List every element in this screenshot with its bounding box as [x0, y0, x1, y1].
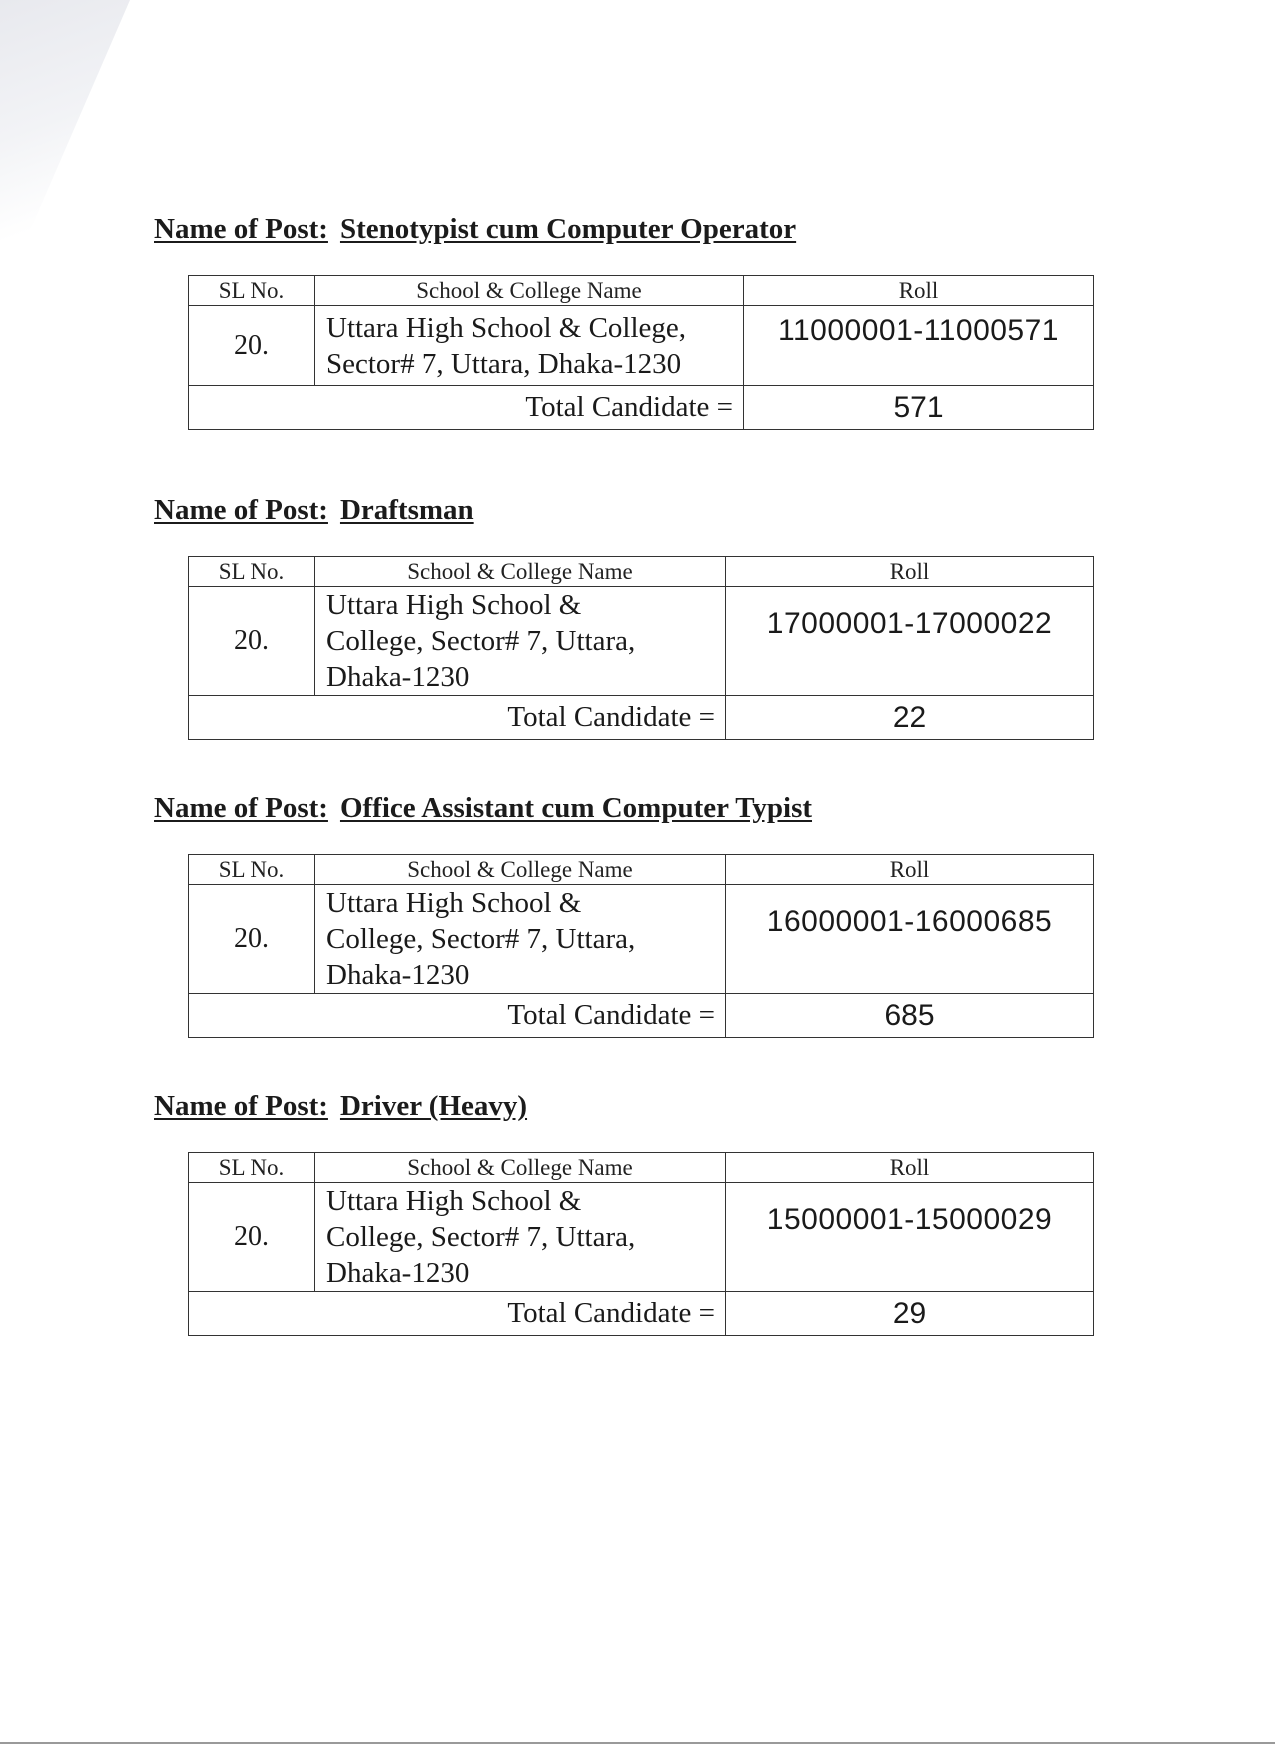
scan-bottom-edge: [0, 1742, 1275, 1744]
post-name: Driver (Heavy): [339, 1090, 528, 1122]
sl-no-cell: 20.: [189, 587, 315, 696]
column-header-school: School & College Name: [315, 557, 726, 587]
total-candidate-value: 571: [744, 386, 1094, 430]
sl-no-cell: 20.: [189, 885, 315, 994]
post-heading: [154, 213, 1094, 246]
total-candidate-label: Total Candidate =: [189, 1292, 726, 1336]
total-row: [189, 1292, 1094, 1336]
post-heading: [154, 494, 1094, 527]
column-header-roll: Roll: [726, 855, 1094, 885]
school-line: Dhaka-1230: [326, 661, 470, 693]
post-heading: [154, 1090, 1094, 1123]
table-row: [189, 587, 1094, 696]
post-section-driver-heavy: [154, 1090, 1094, 1330]
school-name-cell: [315, 306, 744, 386]
table-header-row: [189, 276, 1094, 306]
column-header-sl: SL No.: [189, 855, 315, 885]
post-section-draftsman: [154, 494, 1094, 734]
column-header-roll: Roll: [744, 276, 1094, 306]
school-line: Uttara High School &: [326, 589, 582, 621]
sl-no-cell: 20.: [189, 306, 315, 386]
post-heading: [154, 792, 1094, 825]
table-header-row: [189, 1153, 1094, 1183]
roll-range-cell: 17000001-17000022: [726, 587, 1094, 696]
table-header-row: [189, 855, 1094, 885]
column-header-roll: Roll: [726, 557, 1094, 587]
total-row: [189, 994, 1094, 1038]
column-header-roll: Roll: [726, 1153, 1094, 1183]
post-name: Draftsman: [339, 494, 474, 526]
roll-table: [188, 1152, 1094, 1336]
school-line: Uttara High School &: [326, 1185, 582, 1217]
table-header-row: [189, 557, 1094, 587]
column-header-school: School & College Name: [315, 276, 744, 306]
column-header-school: School & College Name: [315, 1153, 726, 1183]
scan-shadow: [0, 0, 130, 300]
total-candidate-label: Total Candidate =: [189, 386, 744, 430]
column-header-sl: SL No.: [189, 276, 315, 306]
roll-range-cell: 11000001-11000571: [744, 306, 1094, 386]
table-row: [189, 306, 1094, 386]
school-line: College, Sector# 7, Uttara,: [326, 923, 636, 955]
school-line: College, Sector# 7, Uttara,: [326, 1221, 636, 1253]
school-name-cell: [315, 1183, 726, 1292]
post-section-office-assistant: [154, 792, 1094, 1032]
total-candidate-value: 22: [726, 696, 1094, 740]
roll-range-cell: 16000001-16000685: [726, 885, 1094, 994]
total-row: [189, 696, 1094, 740]
table-row: [189, 1183, 1094, 1292]
school-name-cell: [315, 885, 726, 994]
school-line: Dhaka-1230: [326, 959, 470, 991]
total-candidate-value: 685: [726, 994, 1094, 1038]
column-header-school: School & College Name: [315, 855, 726, 885]
post-name: Office Assistant cum Computer Typist: [339, 792, 813, 824]
total-candidate-label: Total Candidate =: [189, 696, 726, 740]
sl-no-cell: 20.: [189, 1183, 315, 1292]
roll-table: [188, 275, 1094, 430]
roll-range-cell: 15000001-15000029: [726, 1183, 1094, 1292]
heading-prefix: Name of Post:: [154, 213, 328, 245]
school-line: Uttara High School &: [326, 887, 582, 919]
heading-prefix: Name of Post:: [154, 494, 328, 526]
table-row: [189, 885, 1094, 994]
heading-prefix: Name of Post:: [154, 792, 328, 824]
total-candidate-label: Total Candidate =: [189, 994, 726, 1038]
roll-table: [188, 854, 1094, 1038]
school-line: College, Sector# 7, Uttara,: [326, 625, 636, 657]
post-section-stenotypist: [154, 213, 1094, 424]
school-line: Sector# 7, Uttara, Dhaka-1230: [326, 347, 682, 380]
total-row: [189, 386, 1094, 430]
school-line: Uttara High School & College,: [326, 311, 687, 344]
total-candidate-value: 29: [726, 1292, 1094, 1336]
school-line: Dhaka-1230: [326, 1257, 470, 1289]
column-header-sl: SL No.: [189, 1153, 315, 1183]
post-name: Stenotypist cum Computer Operator: [339, 213, 797, 245]
roll-table: [188, 556, 1094, 740]
heading-prefix: Name of Post:: [154, 1090, 328, 1122]
column-header-sl: SL No.: [189, 557, 315, 587]
school-name-cell: [315, 587, 726, 696]
